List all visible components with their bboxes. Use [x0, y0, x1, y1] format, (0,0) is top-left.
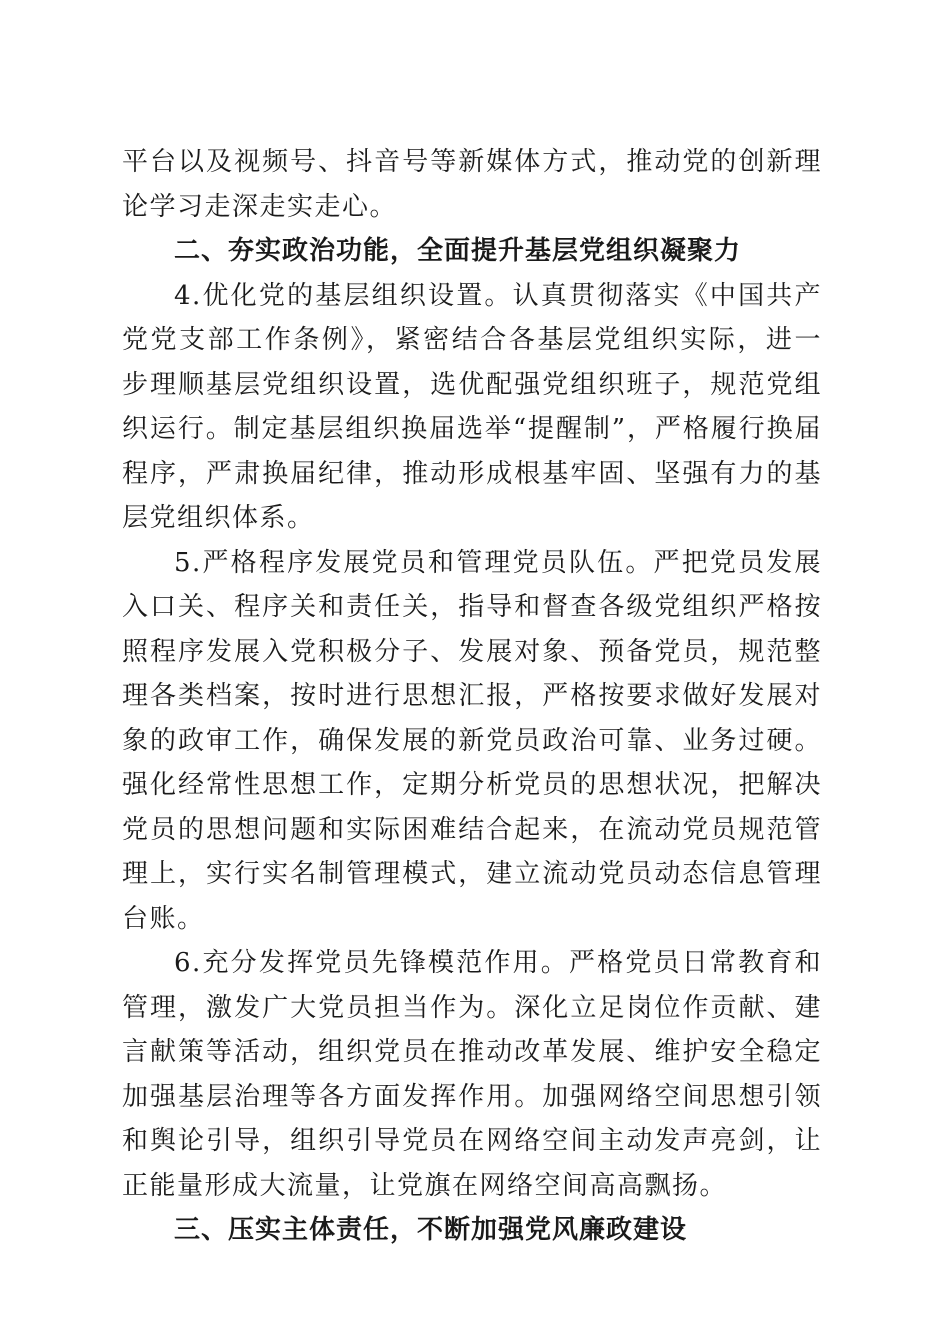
section-heading-2: 二、夯实政治功能，全面提升基层党组织凝聚力	[174, 236, 742, 266]
paragraph-item-5: 5.严格程序发展党员和管理党员队伍。严把党员发展入口关、程序关和责任关，指导和督查各级党组织严格按照程序发展入党积极分子、发展对象、预备党员，规范整理各类档案，按时进行思想汇报，严格按要求做好发展对象的政审工作，确保发展的新党员政治可靠、业务过硬。强化经常性思想工作，定期分析党员的思想状况，把解决党员的思想问题和实际困难结合起来，在流动党员规范管理上，实行实名制管理模式，建立流动党员动态信息管理台账。	[122, 547, 822, 934]
document-page	[122, 140, 822, 1253]
paragraph-item-6: 6.充分发挥党员先锋模范作用。严格党员日常教育和管理，激发广大党员担当作为。深化立足岗位作贡献、建言献策等活动，组织党员在推动改革发展、维护安全稳定加强基层治理等各方面发挥作用。加强网络空间思想引领和舆论引导，组织引导党员在网络空间主动发声亮剑，让正能量形成大流量，让党旗在网络空间高高飘扬。	[122, 948, 822, 1201]
section-heading-3: 三、压实主体责任，不断加强党风廉政建设	[174, 1215, 688, 1245]
paragraph-continuation: 平台以及视频号、抖音号等新媒体方式，推动党的创新理论学习走深走实走心。	[122, 147, 822, 222]
paragraph-item-4: 4.优化党的基层组织设置。认真贯彻落实《中国共产党党支部工作条例》，紧密结合各基层党组织实际，进一步理顺基层党组织设置，选优配强党组织班子，规范党组织运行。制定基层组织换届选举“提醒制”，严格履行换届程序，严肃换届纪律，推动形成根基牢固、坚强有力的基层党组织体系。	[122, 280, 822, 533]
